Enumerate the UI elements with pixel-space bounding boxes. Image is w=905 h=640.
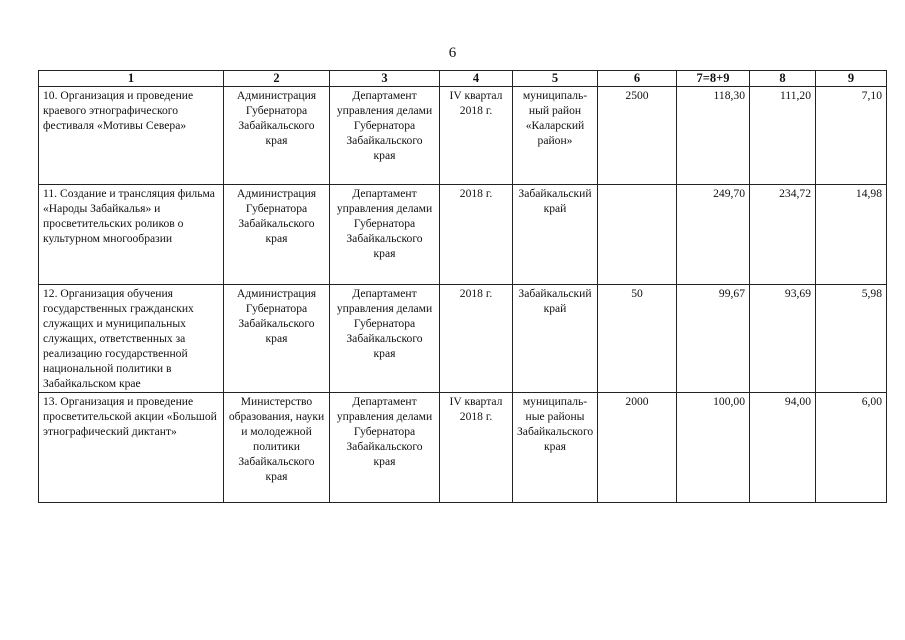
territory-cell: муниципаль-ный район «Каларский район» [513,87,598,185]
territory-cell: Забайкальский край [513,185,598,285]
activity-name-cell: 11. Создание и трансляция фильма «Народы Забайкалья» и просветительских роликов о культурном многообразии [39,185,224,285]
department-cell: Департамент управления делами Губернатора Забайкальского края [330,285,440,393]
header-cell: 4 [440,71,513,87]
header-cell: 1 [39,71,224,87]
executor-cell: Администрация Губернатора Забайкальского края [224,185,330,285]
period-cell: IV квартал 2018 г. [440,393,513,503]
executor-cell: Администрация Губернатора Забайкальского края [224,87,330,185]
header-cell: 8 [750,71,816,87]
activities-table [38,70,887,503]
header-cell: 3 [330,71,440,87]
department-cell: Департамент управления делами Губернатора Забайкальского края [330,87,440,185]
col9-cell: 14,98 [816,185,887,285]
total-cell: 118,30 [677,87,750,185]
col8-cell: 234,72 [750,185,816,285]
activity-name-cell: 13. Организация и проведение просветительской акции «Большой этнографический диктант» [39,393,224,503]
activity-name-cell: 10. Организация и проведение краевого этнографического фестиваля «Мотивы Севера» [39,87,224,185]
table-row [39,285,887,393]
header-cell: 2 [224,71,330,87]
total-cell: 249,70 [677,185,750,285]
table-row [39,185,887,285]
total-cell: 100,00 [677,393,750,503]
participants-cell: 50 [598,285,677,393]
executor-cell: Администрация Губернатора Забайкальского края [224,285,330,393]
col9-cell: 6,00 [816,393,887,503]
header-cell: 6 [598,71,677,87]
activity-name-cell: 12. Организация обучения государственных гражданских служащих и муниципальных служащих, ответственных за реализацию государственной национальной политики в Забайкальском крае [39,285,224,393]
territory-cell: муниципаль-ные районы Забайкальского края [513,393,598,503]
period-cell: 2018 г. [440,185,513,285]
participants-cell: 2500 [598,87,677,185]
period-cell: 2018 г. [440,285,513,393]
table-row [39,393,887,503]
header-cell: 7=8+9 [677,71,750,87]
header-cell: 9 [816,71,887,87]
col8-cell: 111,20 [750,87,816,185]
table-row [39,87,887,185]
department-cell: Департамент управления делами Губернатора Забайкальского края [330,393,440,503]
total-cell: 99,67 [677,285,750,393]
territory-cell: Забайкальский край [513,285,598,393]
period-cell: IV квартал 2018 г. [440,87,513,185]
header-cell: 5 [513,71,598,87]
department-cell: Департамент управления делами Губернатора Забайкальского края [330,185,440,285]
col9-cell: 5,98 [816,285,887,393]
col9-cell: 7,10 [816,87,887,185]
col8-cell: 93,69 [750,285,816,393]
col8-cell: 94,00 [750,393,816,503]
header-row [39,71,887,87]
executor-cell: Министерство образования, науки и молодежной политики Забайкальского края [224,393,330,503]
page-number: 6 [448,45,457,61]
participants-cell [598,185,677,285]
participants-cell: 2000 [598,393,677,503]
